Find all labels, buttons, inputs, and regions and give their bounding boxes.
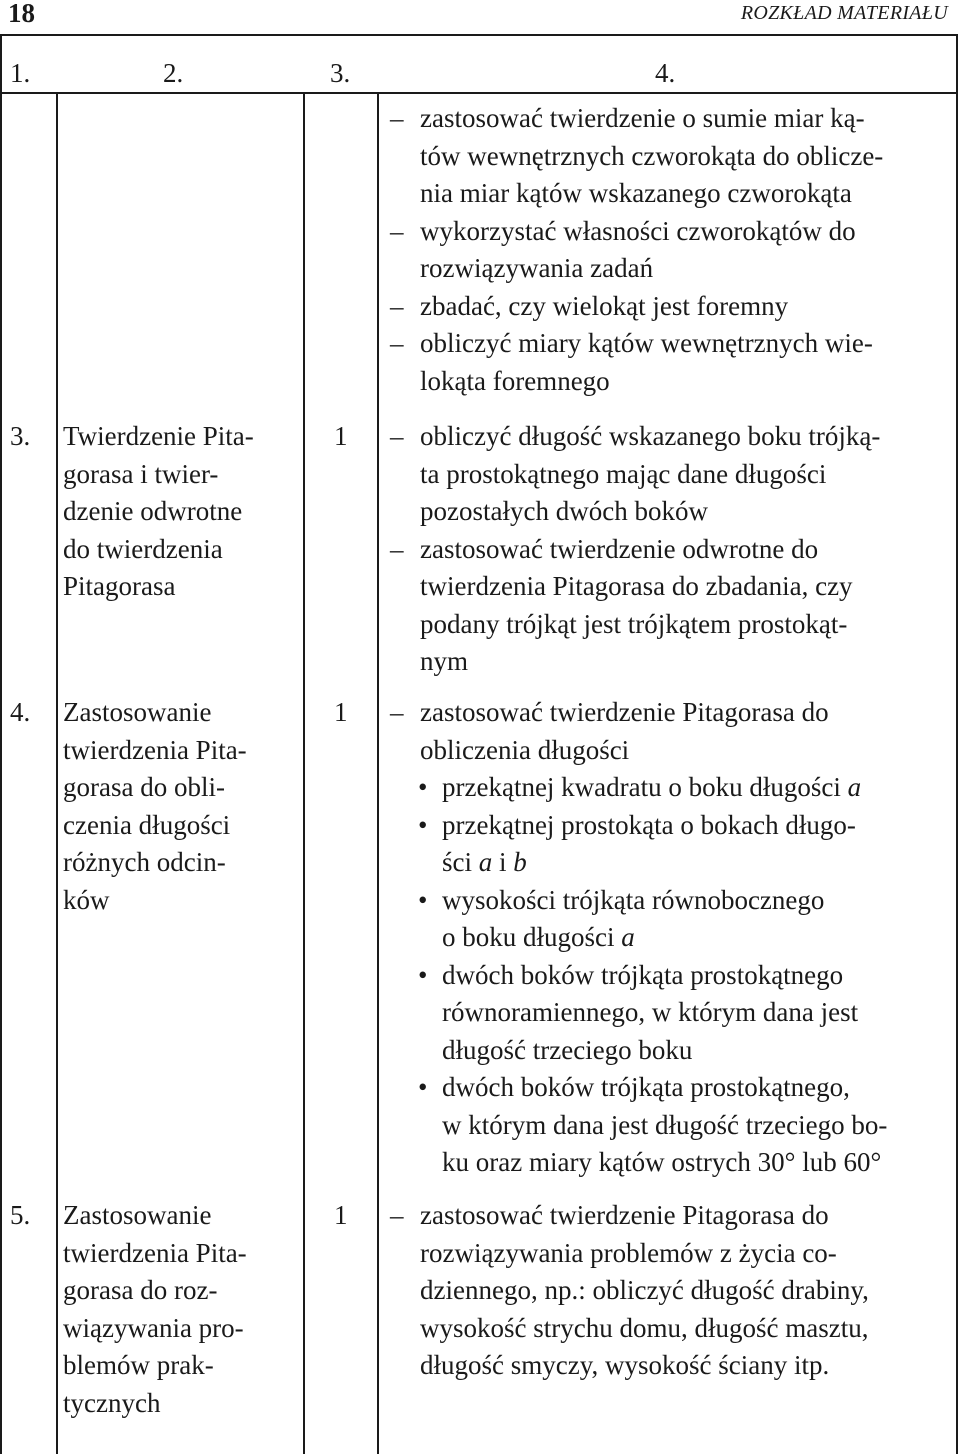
requirement-line: rozwiązywania zadań [420,253,654,283]
bullet-icon: • [418,809,428,840]
requirement-line: obliczyć długość wskazanego boku trójką- [420,421,881,451]
column-divider-1 [56,92,58,1454]
topic-cell [63,694,293,919]
running-title: ROZKŁAD MATERIAŁU [740,2,948,24]
requirement-item [390,100,950,213]
requirement-line: wykorzystać własności czworokątów do [420,215,856,246]
requirement-item [390,325,950,400]
bullet-line [442,844,950,882]
topic-line: wiązywania pro- [63,1312,244,1343]
topic-line: różnych odcin- [63,847,226,877]
topic-line: gorasa do obli- [63,772,225,802]
bullet-item [390,1069,950,1182]
requirement-line: zastosować twierdzenie odwrotne do [420,533,819,564]
dash-marker: – [390,1200,404,1230]
dash-marker: – [390,328,404,358]
bullet-icon: • [418,884,428,915]
requirements-list [390,1197,950,1385]
topic-line: gorasa do roz- [63,1275,218,1305]
requirement-line: dziennego, np.: obliczyć długość drabiny, [420,1275,869,1305]
requirements-list [390,100,950,400]
requirement-line: wysokość strychu domu, długość masztu, [420,1312,869,1343]
requirement-line: tów wewnętrznych czworokąta do oblicze- [420,140,884,171]
requirements-list [390,694,950,1182]
row-number: 3. [10,421,31,451]
row-number: 4. [10,697,31,727]
bullet-line [442,919,950,957]
bullet-line: równoramiennego, w którym dana jest [442,997,859,1027]
topic-line: blemów prak- [63,1350,214,1380]
requirement-line: długość smyczy, wysokość ściany itp. [420,1350,830,1380]
topic-line: Twierdzenie Pita- [63,421,254,451]
column-header-divider [0,92,958,94]
hours-cell: 1 [334,1200,348,1230]
topic-line: Zastosowanie [63,697,212,727]
topic-line: twierdzenia Pita- [63,1237,247,1268]
topic-line: ków [63,884,110,915]
dash-marker: – [390,215,404,246]
requirement-line: zbadać, czy wielokąt jest foremny [420,290,789,321]
column-header-3: 3. [330,58,351,88]
topic-line: dzenie odwrotne [63,496,243,526]
bullet-item [390,769,950,807]
requirement-item [390,1197,950,1385]
requirements-list [390,418,950,681]
requirement-line: zastosować twierdzenie o sumie miar ką- [420,103,865,133]
dash-marker: – [390,290,404,321]
requirement-line: nym [420,646,469,676]
bullet-icon: • [418,1072,428,1102]
table-border-left [0,34,2,1454]
hours-cell: 1 [334,697,348,727]
topic-line: Zastosowanie [63,1200,212,1230]
requirement-line: nia miar kątów wskazanego czworokąta [420,178,852,208]
requirement-line: zastosować twierdzenie Pitagorasa do [420,697,829,727]
column-header-1: 1. [10,58,31,88]
variable-a: a [478,847,493,877]
bullet-text: przekątnej kwadratu o boku długości [442,772,848,802]
bullet-line: dwóch boków trójkąta prostokątnego [442,959,844,990]
bullet-item [390,882,950,957]
topic-line: tycznych [63,1387,161,1418]
bullet-line: w którym dana jest długość trzeciego bo- [442,1109,888,1140]
bullet-line: przekątnej prostokąta o bokach długo- [442,809,856,840]
dash-marker: – [390,421,404,451]
bullet-text: i [492,847,514,877]
bullet-item [390,807,950,882]
topic-cell [63,1197,293,1422]
requirement-line: obliczyć miary kątów wewnętrznych wie- [420,328,873,358]
requirement-line: ta prostokątnego mając dane długości [420,458,827,489]
column-divider-2 [303,92,305,1454]
hours-cell: 1 [334,421,348,451]
bullet-line [442,769,950,807]
dash-marker: – [390,103,404,133]
dash-marker: – [390,697,404,727]
bullet-line: ku oraz miary kątów ostrych 30° lub 60° [442,1147,882,1177]
requirement-item [390,418,950,531]
topic-line: do twierdzenia [63,533,223,564]
row-number: 5. [10,1200,31,1230]
topic-line: twierdzenia Pita- [63,734,247,765]
requirement-item [390,531,950,681]
page-number: 18 [8,0,35,28]
variable-a: a [847,772,862,802]
requirement-line: podany trójkąt jest trójkątem prostokąt- [420,608,848,639]
dash-marker: – [390,533,404,564]
bullet-icon: • [418,772,428,802]
variable-a: a [621,922,635,952]
column-header-4: 4. [655,58,676,88]
requirement-line: obliczenia długości [420,734,630,765]
requirement-line: lokąta foremnego [420,365,610,396]
bullet-line: dwóch boków trójkąta prostokątnego, [442,1072,850,1102]
requirement-line: twierdzenia Pitagorasa do zbadania, czy [420,571,853,601]
variable-b: b [513,847,527,877]
bullet-line: wysokości trójkąta równobocznego [442,884,825,915]
topic-line: gorasa i twier- [63,458,219,489]
bullet-text: o boku długości [442,922,622,952]
column-divider-3 [377,92,379,1454]
page-header [0,0,960,34]
requirement-line: pozostałych dwóch boków [420,496,708,526]
bullet-line: długość trzeciego boku [442,1034,693,1065]
requirement-item [390,694,950,769]
bullet-icon: • [418,959,428,990]
bullet-item [390,957,950,1070]
topic-line: Pitagorasa [63,571,176,601]
requirement-item [390,213,950,288]
bullet-text: ści [442,847,479,877]
requirement-line: rozwiązywania problemów z życia co- [420,1237,837,1268]
requirement-line: zastosować twierdzenie Pitagorasa do [420,1200,829,1230]
column-header-2: 2. [163,58,184,88]
requirement-item [390,288,950,326]
topic-line: czenia długości [63,809,231,840]
topic-cell [63,418,293,606]
table-border-right [956,34,958,1454]
